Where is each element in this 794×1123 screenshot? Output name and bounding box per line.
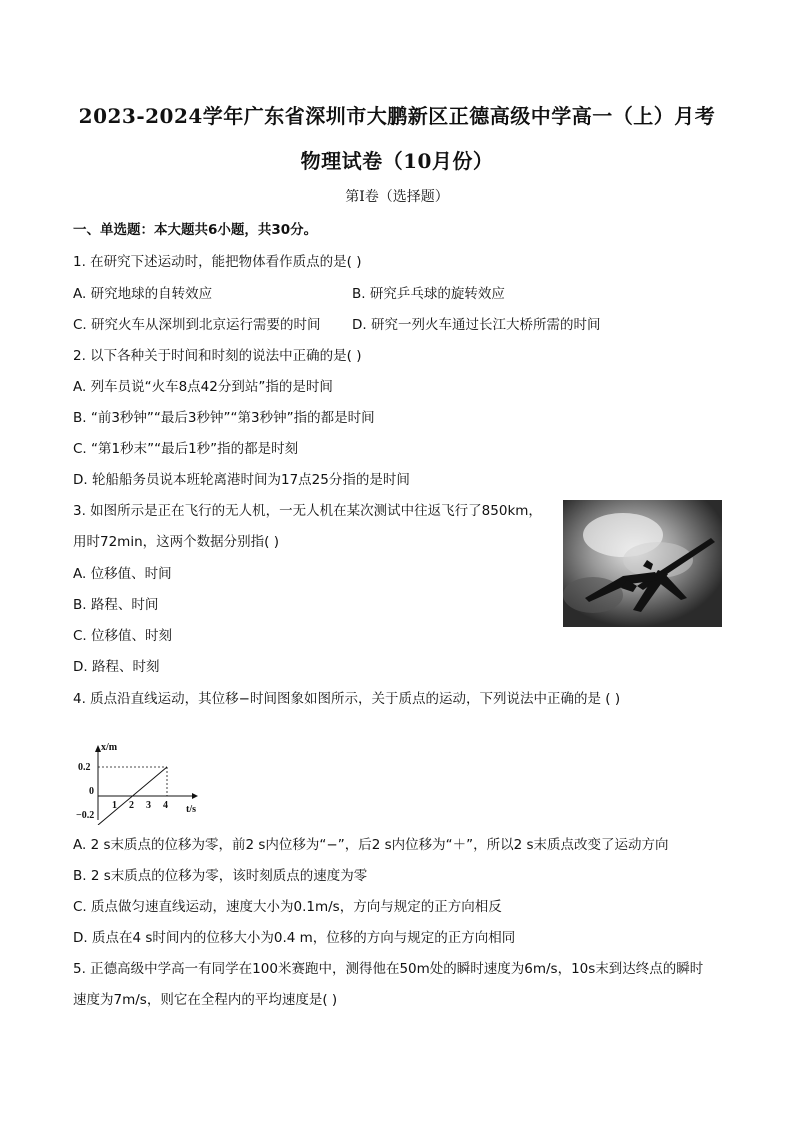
question-3-stem-line-1: 3. 如图所示是正在飞行的无人机，一无人机在某次测试中往返飞行了850km， bbox=[73, 503, 542, 519]
section-heading: 一、单选题：本大题共6小题，共30分。 bbox=[73, 222, 318, 238]
graph-svg bbox=[74, 740, 204, 825]
question-1-option-a: A. 研究地球的自转效应 bbox=[73, 286, 213, 302]
displacement-time-graph bbox=[74, 740, 204, 825]
graph-x-axis-label: t/s bbox=[186, 804, 196, 815]
graph-x-tick-1: 1 bbox=[112, 800, 117, 811]
graph-y-tick-0: 0 bbox=[89, 786, 94, 797]
question-3-option-a: A. 位移值、时间 bbox=[73, 566, 172, 582]
question-4-option-a: A. 2 s末质点的位移为零，前2 s内位移为“−”，后2 s内位移为“＋”，所以2 s末质点改变了运动方向 bbox=[73, 837, 669, 853]
graph-x-tick-2: 2 bbox=[129, 800, 134, 811]
question-2-option-a: A. 列车员说“火车8点42分到站”指的是时间 bbox=[73, 379, 333, 395]
question-2-stem: 2. 以下各种关于时间和时刻的说法中正确的是( ) bbox=[73, 348, 362, 364]
graph-y-tick-neg-0-2: −0.2 bbox=[76, 810, 95, 821]
question-1-option-c: C. 研究火车从深圳到北京运行需要的时间 bbox=[73, 317, 321, 333]
question-3-option-b: B. 路程、时间 bbox=[73, 597, 159, 613]
drone-illustration bbox=[563, 500, 722, 627]
graph-x-tick-3: 3 bbox=[146, 800, 151, 811]
question-4-stem: 4. 质点沿直线运动，其位移−时间图象如图所示，关于质点的运动，下列说法中正确的是 ( ) bbox=[73, 691, 621, 707]
question-1-stem: 1. 在研究下述运动时，能把物体看作质点的是( ) bbox=[73, 254, 362, 270]
graph-y-axis-label: x/m bbox=[101, 742, 118, 753]
question-1-option-d: D. 研究一列火车通过长江大桥所需的时间 bbox=[352, 317, 601, 333]
question-3-option-c: C. 位移值、时刻 bbox=[73, 628, 173, 644]
question-4-option-b: B. 2 s末质点的位移为零，该时刻质点的速度为零 bbox=[73, 868, 368, 884]
graph-x-tick-4: 4 bbox=[163, 800, 168, 811]
question-2-option-c: C. “第1秒末”“最后1秒”指的都是时刻 bbox=[73, 441, 299, 457]
graph-x-arrow bbox=[192, 793, 198, 799]
exam-title-line-2: 物理试卷（10月份） bbox=[300, 149, 494, 173]
question-2-option-d: D. 轮船船务员说本班轮离港时间为17点25分指的是时间 bbox=[73, 472, 410, 488]
question-1-option-b: B. 研究乒乓球的旋转效应 bbox=[352, 286, 505, 302]
question-5-stem-line-2: 速度为7m/s，则它在全程内的平均速度是( ) bbox=[73, 992, 338, 1008]
drone-photo bbox=[563, 500, 722, 627]
question-3-stem-line-2: 用时72min，这两个数据分别指( ) bbox=[73, 534, 279, 550]
question-4-option-d: D. 质点在4 s时间内的位移大小为0.4 m，位移的方向与规定的正方向相同 bbox=[73, 930, 516, 946]
exam-title-line-1: 2023-2024学年广东省深圳市大鹏新区正德高级中学高一（上）月考 bbox=[78, 104, 716, 128]
question-2-option-b: B. “前3秒钟”“最后3秒钟”“第3秒钟”指的都是时间 bbox=[73, 410, 375, 426]
question-5-stem-line-1: 5. 正德高级中学高一有同学在100米赛跑中，测得他在50m处的瞬时速度为6m/s，10s末到达终点的瞬时 bbox=[73, 961, 704, 977]
graph-y-tick-0-2: 0.2 bbox=[78, 762, 91, 773]
question-3-option-d: D. 路程、时刻 bbox=[73, 659, 160, 675]
question-4-option-c: C. 质点做匀速直线运动，速度大小为0.1m/s，方向与规定的正方向相反 bbox=[73, 899, 502, 915]
volume-subtitle: 第I卷（选择题） bbox=[345, 189, 449, 205]
